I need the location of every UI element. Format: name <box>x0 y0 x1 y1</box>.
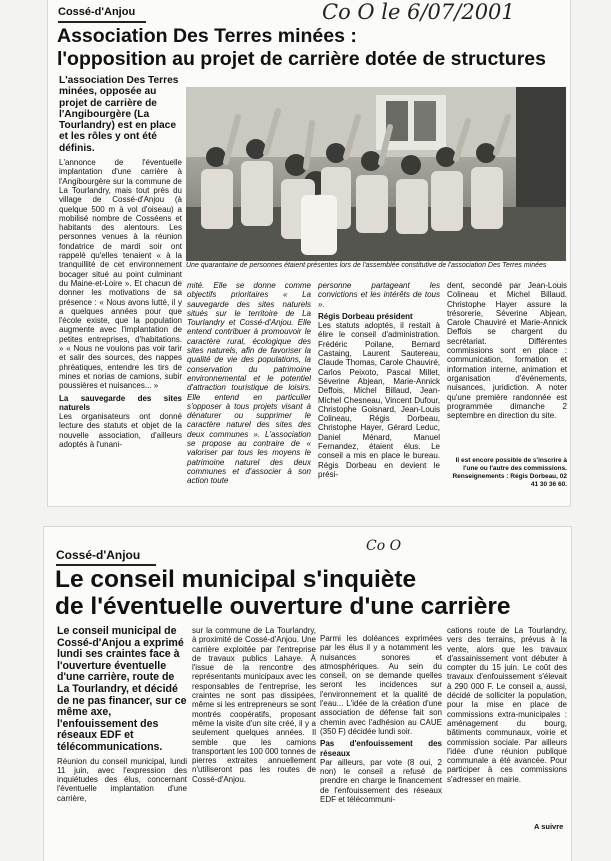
headline-line-1: Le conseil municipal s'inquiète <box>55 566 417 593</box>
body-text: Les organisateurs ont donné lecture des statuts et objet de la nouvelle association, d'ailleurs adoptés à l'unani- <box>59 412 182 449</box>
body-text: cations route de La Tourlandry, vers des terrains, prévus à la vente, alors que les travaux d'assainissement vont débuter à compter du 15 juin. Le coût des travaux d'enfouissement s'élevait à 290 000 F. Le conseil a, aussi, décidé de solliciter la population, pour la mise en place de commissions extra-municipales : aménagement du bourg, bâtiments communaux, voirie et commission sociale. Par ailleurs l'idée d'une réunion publique communale a été avancée. Pour participer à ces commissions s'adresser en mairie. <box>447 626 567 784</box>
headline-line-2: l'opposition au projet de carrière dotée de structures <box>57 48 546 70</box>
lead-paragraph: L'association Des Terres minées, opposée au projet de carrière de l'Angibourgère (La Tourlandry) est en place et les rôles y ont été définis. <box>59 75 179 154</box>
section-rule <box>58 21 146 23</box>
lead-paragraph: Le conseil municipal de Cossé-d'Anjou a exprimé lundi ses craintes face à l'ouverture éventuelle d'une carrière, route de La Tourlandry, et décidé de ne pas financer, sur ce même axe, l'enfouissement des réseaux EDF et télécommunications. <box>57 626 187 753</box>
subheading: Régis Dorbeau président <box>318 311 413 321</box>
to-be-continued: A suivre <box>534 822 564 831</box>
section-label: Cossé-d'Anjou <box>56 548 141 562</box>
body-text: Réunion du conseil municipal, lundi 11 juin, avec l'expression des inquiétudes des élus, concernant l'éventuelle implantation d'une carrière, <box>57 756 187 803</box>
article1-column-3 <box>318 281 440 503</box>
body-text: Par ailleurs, par vote (8 oui, 2 non) le conseil a refusé de prendre en charge le financement de l'enfouissement des réseaux EDF et télécommuni- <box>320 757 442 805</box>
handwritten-date-note: Co O le 6/07/2001 <box>322 0 515 24</box>
body-text: sur la commune de La Tourlandry, à proximité de Cossé-d'Anjou. Une carrière exploitée par l'entreprise de travaux publics Lahaye. À l'issue de la rencontre des représentants municipaux avec les responsables de l'entreprise, les craintes ne sont pas dissipées, même si les entrepreneurs se sont montrés coopératifs, proposant même la visite d'un site créé, il y a seulement quelques années. Il semble que les camions transportant les 100 000 tonnes de pierres extraites annuellement n'utiliseront pas les routes de Cossé-d'Anjou. <box>192 626 316 784</box>
article2-column-4 <box>447 626 567 822</box>
assembly-photo <box>186 87 566 261</box>
article2-column-3 <box>320 634 442 846</box>
subheading: La sauvegarde des sites naturels <box>59 393 182 412</box>
body-text: L'annonce de l'éventuelle implantation d'une carrière à l'Angibourgère sur la commune de La Tourlandry, mais tout près du village de Cossé-d'Anjou (à quelque 500 m à vol d'oiseau) a mobilisé nombre de Cosséens et habitants des alentours. Les personnes venues à la réunion fondatrice de mardi soir ont rappelé qu'elles tenaient « à la tranquillité de cet environnement bocager situé au point culminant du Maine-et-Loire ». Et chacun de donner les motivations de sa présence : « Nous avons lutté, il y a quelques années pour que l'école existe, que la population augmente avec l'implantation de petites entreprises, d'habitations. » « Nous ne voulons pas voir tarir et salir des sources, des nappes phréatiques, entendre les tirs de mines et norias de camions, subir poussières et nuisances... » <box>59 158 182 391</box>
info-box: Il est encore possible de s'inscrire à l'une ou l'autre des commissions. Renseignements : Régis Dorbeau, 02 41 30 36 60. <box>452 457 567 488</box>
body-text: Les statuts adoptés, il restait à élire le conseil d'administration. Frédéric Poilane, Bernard Castaing, Laurent Sautereau, Claude Thomas, Carole Chauviré, Carlos Peixoto, Pascal Millet, Séverine Abjean, Marie-Annick Deffois, Michel Billaud, Jean-Michel Chesneau, Vincent Dufour, Christophe Goisnard, Jean-Louis Colineau, Régis Dorbeau, Christophe Hayer, Gérard Leduc, Daniel Ménard, Manuel Fernandez, étaient élus. Le conseil a mis en place le bureau. Régis Dorbeau en devient le prési- <box>318 321 440 479</box>
article2-column-1 <box>57 626 187 846</box>
body-text: mité. Elle se donne comme objectifs prioritaires « La sauvegarde des sites naturels situés sur le territoire de La Tourlandry et Cossé-d'Anjou. Elle entend contribuer à promouvoir le caractère rural, écologique des sites naturels, afin de favoriser la qualité de vie des populations, la conservation du patrimoine environnemental et le potentiel d'attraction touristique de loisirs. Elle entend en particulier s'opposer à tous projets visant à dénaturer ou supprimer le caractère naturel des sites des deux communes ». L'association se propose au contraire de « valoriser par tous les moyens le patrimoine naturel des deux communes et d'associer à son action toute <box>187 281 311 486</box>
article1-column-4 <box>447 281 567 441</box>
handwritten-note: Co O <box>366 538 402 554</box>
body-text: Parmi les doléances exprimées par les élus il y a notamment les nuisances sonores et atmosphériques. Au sein du conseil, on se demande quelles seront les incidences sur l'environnement et la qualité de l'eau... L'idée de la création d'une association de défense fait son chemin avec l'adhésion au CAUE (350 F) décidée lundi soir. <box>320 634 442 736</box>
headline-line-2: de l'éventuelle ouverture d'une carrière <box>55 593 511 620</box>
article1-column-2 <box>187 281 311 503</box>
headline-line-1: Association Des Terres minées : <box>57 25 357 47</box>
photo-caption: Une quarantaine de personnes étaient présentes lors de l'assemblée constitutive de l'association Des Terres minées <box>186 262 547 269</box>
section-label: Cossé-d'Anjou <box>58 6 136 18</box>
body-text: personne partageant les convictions et les intérêts de tous ». <box>318 281 440 309</box>
article1-column-1 <box>59 75 182 505</box>
subheading: Pas d'enfouissement des réseaux <box>320 739 442 758</box>
body-text: dent, secondé par Jean-Louis Colineau et Michel Billaud. Christophe Hayer assure la trésorerie, Séverine Abjean, Carole Chauviré et Marie-Annick Deffois se chargent du secrétariat. Différentes commissions sont en place : communication, formation et information interne, animation et organisation d'événements, nuisances, juridiction. A noter qu'une première randonnée est programmée dimanche 2 septembre en direction du site. <box>447 281 567 421</box>
article2-column-2 <box>192 626 316 846</box>
